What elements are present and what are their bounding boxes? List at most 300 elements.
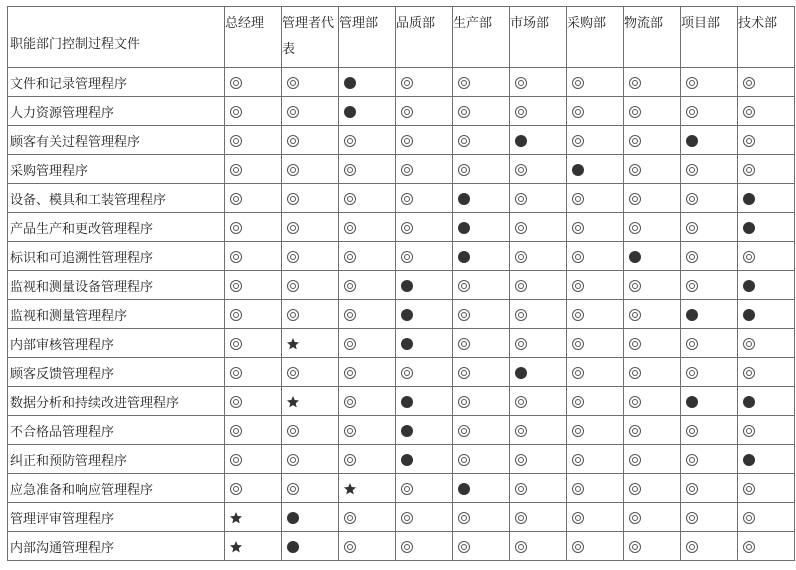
dept-header-label: 品质部 bbox=[396, 16, 436, 31]
responsibility-cell bbox=[681, 126, 738, 155]
circle-mark-icon bbox=[686, 425, 698, 437]
circle-mark-icon bbox=[629, 367, 641, 379]
circle-mark-icon bbox=[572, 135, 584, 147]
circle-mark-icon bbox=[344, 338, 356, 350]
circle-mark-icon bbox=[458, 512, 470, 524]
responsibility-cell bbox=[510, 97, 567, 126]
responsibility-cell bbox=[624, 155, 681, 184]
dept-header-label: 生产部 bbox=[453, 16, 493, 31]
circle-mark-icon bbox=[572, 77, 584, 89]
filled-dot-icon bbox=[686, 396, 698, 408]
responsibility-cell bbox=[453, 329, 510, 358]
table-row bbox=[8, 358, 795, 387]
responsibility-cell bbox=[738, 445, 795, 474]
process-name-cell bbox=[8, 300, 225, 329]
responsibility-cell bbox=[339, 300, 396, 329]
circle-mark-icon bbox=[287, 280, 299, 292]
responsibility-cell bbox=[510, 358, 567, 387]
responsibility-cell bbox=[282, 184, 339, 213]
responsibility-cell bbox=[681, 329, 738, 358]
process-name-cell bbox=[8, 271, 225, 300]
circle-mark-icon bbox=[230, 280, 242, 292]
star-icon bbox=[230, 541, 242, 553]
dept-header-label: 物流部 bbox=[624, 16, 664, 31]
responsibility-cell bbox=[396, 329, 453, 358]
responsibility-matrix-table bbox=[7, 6, 795, 561]
star-icon bbox=[287, 396, 299, 408]
circle-mark-icon bbox=[344, 454, 356, 466]
filled-dot-icon bbox=[401, 338, 413, 350]
responsibility-cell bbox=[510, 155, 567, 184]
process-name-cell bbox=[8, 445, 225, 474]
filled-dot-icon bbox=[743, 454, 755, 466]
circle-mark-icon bbox=[743, 77, 755, 89]
responsibility-cell bbox=[396, 213, 453, 242]
responsibility-cell bbox=[225, 474, 282, 503]
responsibility-cell bbox=[510, 329, 567, 358]
responsibility-cell bbox=[396, 97, 453, 126]
circle-mark-icon bbox=[629, 135, 641, 147]
responsibility-cell bbox=[282, 503, 339, 532]
circle-mark-icon bbox=[572, 338, 584, 350]
responsibility-cell bbox=[339, 358, 396, 387]
dept-header-cell bbox=[282, 7, 339, 68]
responsibility-cell bbox=[225, 445, 282, 474]
circle-mark-icon bbox=[230, 396, 242, 408]
responsibility-cell bbox=[738, 300, 795, 329]
table-row bbox=[8, 271, 795, 300]
circle-mark-icon bbox=[515, 77, 527, 89]
circle-mark-icon bbox=[287, 222, 299, 234]
filled-dot-icon bbox=[401, 309, 413, 321]
responsibility-cell bbox=[225, 416, 282, 445]
circle-mark-icon bbox=[629, 541, 641, 553]
circle-mark-icon bbox=[344, 512, 356, 524]
table-row bbox=[8, 155, 795, 184]
dept-header-label: 管理部 bbox=[339, 16, 379, 31]
circle-mark-icon bbox=[515, 193, 527, 205]
responsibility-cell bbox=[510, 213, 567, 242]
circle-mark-icon bbox=[572, 396, 584, 408]
responsibility-cell bbox=[225, 68, 282, 97]
circle-mark-icon bbox=[458, 338, 470, 350]
process-name-cell bbox=[8, 358, 225, 387]
circle-mark-icon bbox=[515, 425, 527, 437]
responsibility-cell bbox=[453, 474, 510, 503]
circle-mark-icon bbox=[287, 454, 299, 466]
circle-mark-icon bbox=[344, 367, 356, 379]
circle-mark-icon bbox=[287, 193, 299, 205]
circle-mark-icon bbox=[401, 367, 413, 379]
dept-header-label: 管理者代表 bbox=[282, 16, 335, 57]
responsibility-cell bbox=[681, 97, 738, 126]
filled-dot-icon bbox=[401, 396, 413, 408]
filled-dot-icon bbox=[629, 251, 641, 263]
circle-mark-icon bbox=[572, 541, 584, 553]
circle-mark-icon bbox=[401, 106, 413, 118]
circle-mark-icon bbox=[230, 454, 242, 466]
process-name-cell bbox=[8, 126, 225, 155]
responsibility-cell bbox=[453, 271, 510, 300]
circle-mark-icon bbox=[401, 222, 413, 234]
responsibility-cell bbox=[738, 184, 795, 213]
responsibility-cell bbox=[738, 329, 795, 358]
circle-mark-icon bbox=[287, 135, 299, 147]
process-name-label: 内部审核管理程序 bbox=[10, 337, 115, 353]
header-row bbox=[8, 7, 795, 68]
circle-mark-icon bbox=[572, 280, 584, 292]
dept-header-cell bbox=[681, 7, 738, 68]
table-row bbox=[8, 97, 795, 126]
circle-mark-icon bbox=[515, 338, 527, 350]
corner-header-cell bbox=[8, 7, 225, 68]
circle-mark-icon bbox=[458, 309, 470, 321]
responsibility-cell bbox=[225, 97, 282, 126]
circle-mark-icon bbox=[743, 164, 755, 176]
responsibility-cell bbox=[396, 300, 453, 329]
circle-mark-icon bbox=[230, 77, 242, 89]
responsibility-cell bbox=[225, 532, 282, 561]
circle-mark-icon bbox=[686, 367, 698, 379]
responsibility-cell bbox=[453, 445, 510, 474]
dept-header-cell bbox=[510, 7, 567, 68]
process-name-label: 标识和可追溯性管理程序 bbox=[10, 250, 154, 266]
circle-mark-icon bbox=[230, 309, 242, 321]
responsibility-cell bbox=[282, 300, 339, 329]
circle-mark-icon bbox=[230, 251, 242, 263]
circle-mark-icon bbox=[686, 251, 698, 263]
process-name-label: 监视和测量设备管理程序 bbox=[10, 279, 154, 295]
dept-header-cell bbox=[567, 7, 624, 68]
responsibility-cell bbox=[681, 242, 738, 271]
dept-header-cell bbox=[624, 7, 681, 68]
circle-mark-icon bbox=[629, 309, 641, 321]
table-row bbox=[8, 474, 795, 503]
circle-mark-icon bbox=[401, 164, 413, 176]
filled-dot-icon bbox=[572, 164, 584, 176]
responsibility-cell bbox=[396, 126, 453, 155]
circle-mark-icon bbox=[629, 425, 641, 437]
circle-mark-icon bbox=[230, 367, 242, 379]
process-name-label: 不合格品管理程序 bbox=[10, 424, 115, 440]
dept-header-label: 技术部 bbox=[738, 16, 778, 31]
responsibility-cell bbox=[738, 242, 795, 271]
responsibility-cell bbox=[225, 155, 282, 184]
responsibility-cell bbox=[738, 503, 795, 532]
responsibility-cell bbox=[681, 416, 738, 445]
responsibility-cell bbox=[225, 300, 282, 329]
responsibility-cell bbox=[681, 184, 738, 213]
responsibility-cell bbox=[453, 387, 510, 416]
responsibility-cell bbox=[225, 503, 282, 532]
circle-mark-icon bbox=[572, 193, 584, 205]
circle-mark-icon bbox=[515, 454, 527, 466]
responsibility-cell bbox=[510, 474, 567, 503]
circle-mark-icon bbox=[458, 454, 470, 466]
responsibility-cell bbox=[624, 474, 681, 503]
filled-dot-icon bbox=[401, 425, 413, 437]
responsibility-cell bbox=[738, 358, 795, 387]
responsibility-cell bbox=[567, 271, 624, 300]
circle-mark-icon bbox=[458, 280, 470, 292]
responsibility-cell bbox=[567, 445, 624, 474]
circle-mark-icon bbox=[743, 106, 755, 118]
responsibility-cell bbox=[453, 213, 510, 242]
table-row bbox=[8, 184, 795, 213]
responsibility-cell bbox=[225, 184, 282, 213]
circle-mark-icon bbox=[401, 193, 413, 205]
process-name-label: 产品生产和更改管理程序 bbox=[10, 221, 154, 237]
responsibility-cell bbox=[339, 416, 396, 445]
matrix-body bbox=[8, 68, 795, 561]
process-name-label: 人力资源管理程序 bbox=[10, 105, 115, 121]
process-name-label: 采购管理程序 bbox=[10, 163, 89, 179]
circle-mark-icon bbox=[572, 222, 584, 234]
responsibility-cell bbox=[738, 155, 795, 184]
responsibility-cell bbox=[510, 416, 567, 445]
responsibility-cell bbox=[738, 126, 795, 155]
responsibility-cell bbox=[396, 184, 453, 213]
filled-dot-icon bbox=[743, 396, 755, 408]
circle-mark-icon bbox=[572, 251, 584, 263]
responsibility-cell bbox=[339, 445, 396, 474]
circle-mark-icon bbox=[458, 396, 470, 408]
process-name-label: 顾客有关过程管理程序 bbox=[10, 134, 141, 150]
responsibility-cell bbox=[567, 213, 624, 242]
circle-mark-icon bbox=[629, 193, 641, 205]
responsibility-cell bbox=[282, 271, 339, 300]
process-name-label: 顾客反馈管理程序 bbox=[10, 366, 115, 382]
filled-dot-icon bbox=[287, 512, 299, 524]
circle-mark-icon bbox=[743, 483, 755, 495]
circle-mark-icon bbox=[458, 425, 470, 437]
circle-mark-icon bbox=[344, 135, 356, 147]
responsibility-cell bbox=[567, 329, 624, 358]
process-name-cell bbox=[8, 97, 225, 126]
circle-mark-icon bbox=[230, 106, 242, 118]
circle-mark-icon bbox=[686, 541, 698, 553]
circle-mark-icon bbox=[629, 396, 641, 408]
responsibility-cell bbox=[738, 213, 795, 242]
circle-mark-icon bbox=[287, 483, 299, 495]
circle-mark-icon bbox=[344, 193, 356, 205]
responsibility-cell bbox=[567, 155, 624, 184]
filled-dot-icon bbox=[515, 135, 527, 147]
responsibility-cell bbox=[510, 300, 567, 329]
responsibility-cell bbox=[453, 68, 510, 97]
responsibility-cell bbox=[225, 387, 282, 416]
circle-mark-icon bbox=[629, 222, 641, 234]
responsibility-cell bbox=[510, 184, 567, 213]
circle-mark-icon bbox=[344, 396, 356, 408]
responsibility-cell bbox=[567, 474, 624, 503]
circle-mark-icon bbox=[743, 512, 755, 524]
responsibility-cell bbox=[738, 416, 795, 445]
responsibility-cell bbox=[624, 68, 681, 97]
responsibility-cell bbox=[624, 242, 681, 271]
table-row bbox=[8, 242, 795, 271]
process-name-cell bbox=[8, 184, 225, 213]
process-name-cell bbox=[8, 329, 225, 358]
corner-header-label: 职能部门控制过程文件 bbox=[10, 37, 141, 52]
circle-mark-icon bbox=[287, 77, 299, 89]
responsibility-cell bbox=[339, 68, 396, 97]
responsibility-cell bbox=[510, 503, 567, 532]
responsibility-cell bbox=[567, 358, 624, 387]
circle-mark-icon bbox=[458, 106, 470, 118]
responsibility-cell bbox=[453, 126, 510, 155]
responsibility-cell bbox=[624, 300, 681, 329]
responsibility-cell bbox=[396, 68, 453, 97]
responsibility-cell bbox=[567, 503, 624, 532]
circle-mark-icon bbox=[515, 280, 527, 292]
responsibility-cell bbox=[510, 271, 567, 300]
circle-mark-icon bbox=[572, 367, 584, 379]
responsibility-cell bbox=[738, 68, 795, 97]
circle-mark-icon bbox=[572, 483, 584, 495]
responsibility-cell bbox=[567, 242, 624, 271]
responsibility-cell bbox=[510, 445, 567, 474]
responsibility-cell bbox=[396, 445, 453, 474]
responsibility-cell bbox=[396, 242, 453, 271]
process-name-cell bbox=[8, 155, 225, 184]
dept-header-cell bbox=[453, 7, 510, 68]
circle-mark-icon bbox=[515, 512, 527, 524]
responsibility-cell bbox=[510, 126, 567, 155]
filled-dot-icon bbox=[686, 309, 698, 321]
circle-mark-icon bbox=[344, 309, 356, 321]
circle-mark-icon bbox=[401, 77, 413, 89]
responsibility-cell bbox=[396, 155, 453, 184]
circle-mark-icon bbox=[515, 251, 527, 263]
process-name-cell bbox=[8, 213, 225, 242]
filled-dot-icon bbox=[743, 193, 755, 205]
star-icon bbox=[344, 483, 356, 495]
circle-mark-icon bbox=[743, 135, 755, 147]
circle-mark-icon bbox=[344, 251, 356, 263]
circle-mark-icon bbox=[287, 164, 299, 176]
process-name-cell bbox=[8, 532, 225, 561]
responsibility-cell bbox=[396, 271, 453, 300]
circle-mark-icon bbox=[629, 164, 641, 176]
circle-mark-icon bbox=[230, 164, 242, 176]
process-name-label: 管理评审管理程序 bbox=[10, 511, 115, 527]
responsibility-cell bbox=[339, 242, 396, 271]
responsibility-cell bbox=[681, 387, 738, 416]
responsibility-cell bbox=[282, 445, 339, 474]
circle-mark-icon bbox=[686, 222, 698, 234]
responsibility-cell bbox=[453, 416, 510, 445]
filled-dot-icon bbox=[743, 222, 755, 234]
responsibility-cell bbox=[339, 126, 396, 155]
responsibility-cell bbox=[225, 242, 282, 271]
process-name-label: 内部沟通管理程序 bbox=[10, 540, 115, 556]
filled-dot-icon bbox=[344, 77, 356, 89]
circle-mark-icon bbox=[572, 425, 584, 437]
circle-mark-icon bbox=[287, 309, 299, 321]
responsibility-cell bbox=[624, 532, 681, 561]
responsibility-cell bbox=[624, 97, 681, 126]
responsibility-cell bbox=[624, 126, 681, 155]
table-row bbox=[8, 126, 795, 155]
responsibility-cell bbox=[225, 329, 282, 358]
responsibility-cell bbox=[567, 416, 624, 445]
process-name-cell bbox=[8, 503, 225, 532]
circle-mark-icon bbox=[686, 512, 698, 524]
table-row bbox=[8, 416, 795, 445]
responsibility-cell bbox=[339, 474, 396, 503]
responsibility-cell bbox=[567, 300, 624, 329]
circle-mark-icon bbox=[401, 483, 413, 495]
table-row bbox=[8, 387, 795, 416]
responsibility-cell bbox=[738, 271, 795, 300]
responsibility-cell bbox=[624, 184, 681, 213]
circle-mark-icon bbox=[686, 280, 698, 292]
circle-mark-icon bbox=[515, 164, 527, 176]
responsibility-cell bbox=[681, 474, 738, 503]
circle-mark-icon bbox=[458, 164, 470, 176]
responsibility-cell bbox=[339, 387, 396, 416]
responsibility-cell bbox=[282, 213, 339, 242]
circle-mark-icon bbox=[629, 77, 641, 89]
circle-mark-icon bbox=[230, 222, 242, 234]
circle-mark-icon bbox=[686, 77, 698, 89]
circle-mark-icon bbox=[686, 483, 698, 495]
table-row bbox=[8, 532, 795, 561]
responsibility-cell bbox=[282, 155, 339, 184]
responsibility-cell bbox=[339, 155, 396, 184]
circle-mark-icon bbox=[629, 106, 641, 118]
responsibility-cell bbox=[453, 503, 510, 532]
responsibility-cell bbox=[738, 532, 795, 561]
circle-mark-icon bbox=[287, 251, 299, 263]
star-icon bbox=[230, 512, 242, 524]
responsibility-cell bbox=[510, 68, 567, 97]
circle-mark-icon bbox=[686, 454, 698, 466]
responsibility-cell bbox=[681, 445, 738, 474]
responsibility-cell bbox=[681, 300, 738, 329]
process-name-cell bbox=[8, 416, 225, 445]
responsibility-cell bbox=[624, 416, 681, 445]
circle-mark-icon bbox=[629, 454, 641, 466]
circle-mark-icon bbox=[515, 541, 527, 553]
responsibility-cell bbox=[396, 474, 453, 503]
responsibility-cell bbox=[453, 358, 510, 387]
responsibility-cell bbox=[282, 358, 339, 387]
responsibility-cell bbox=[396, 532, 453, 561]
responsibility-cell bbox=[681, 358, 738, 387]
filled-dot-icon bbox=[686, 135, 698, 147]
responsibility-cell bbox=[282, 97, 339, 126]
responsibility-cell bbox=[453, 155, 510, 184]
filled-dot-icon bbox=[458, 483, 470, 495]
process-name-cell bbox=[8, 474, 225, 503]
circle-mark-icon bbox=[572, 454, 584, 466]
responsibility-cell bbox=[624, 445, 681, 474]
responsibility-cell bbox=[339, 532, 396, 561]
dept-header-cell bbox=[225, 7, 282, 68]
circle-mark-icon bbox=[572, 106, 584, 118]
filled-dot-icon bbox=[743, 309, 755, 321]
responsibility-cell bbox=[396, 387, 453, 416]
responsibility-cell bbox=[624, 271, 681, 300]
table-row bbox=[8, 329, 795, 358]
circle-mark-icon bbox=[572, 512, 584, 524]
circle-mark-icon bbox=[401, 251, 413, 263]
circle-mark-icon bbox=[458, 367, 470, 379]
responsibility-cell bbox=[624, 503, 681, 532]
circle-mark-icon bbox=[287, 425, 299, 437]
